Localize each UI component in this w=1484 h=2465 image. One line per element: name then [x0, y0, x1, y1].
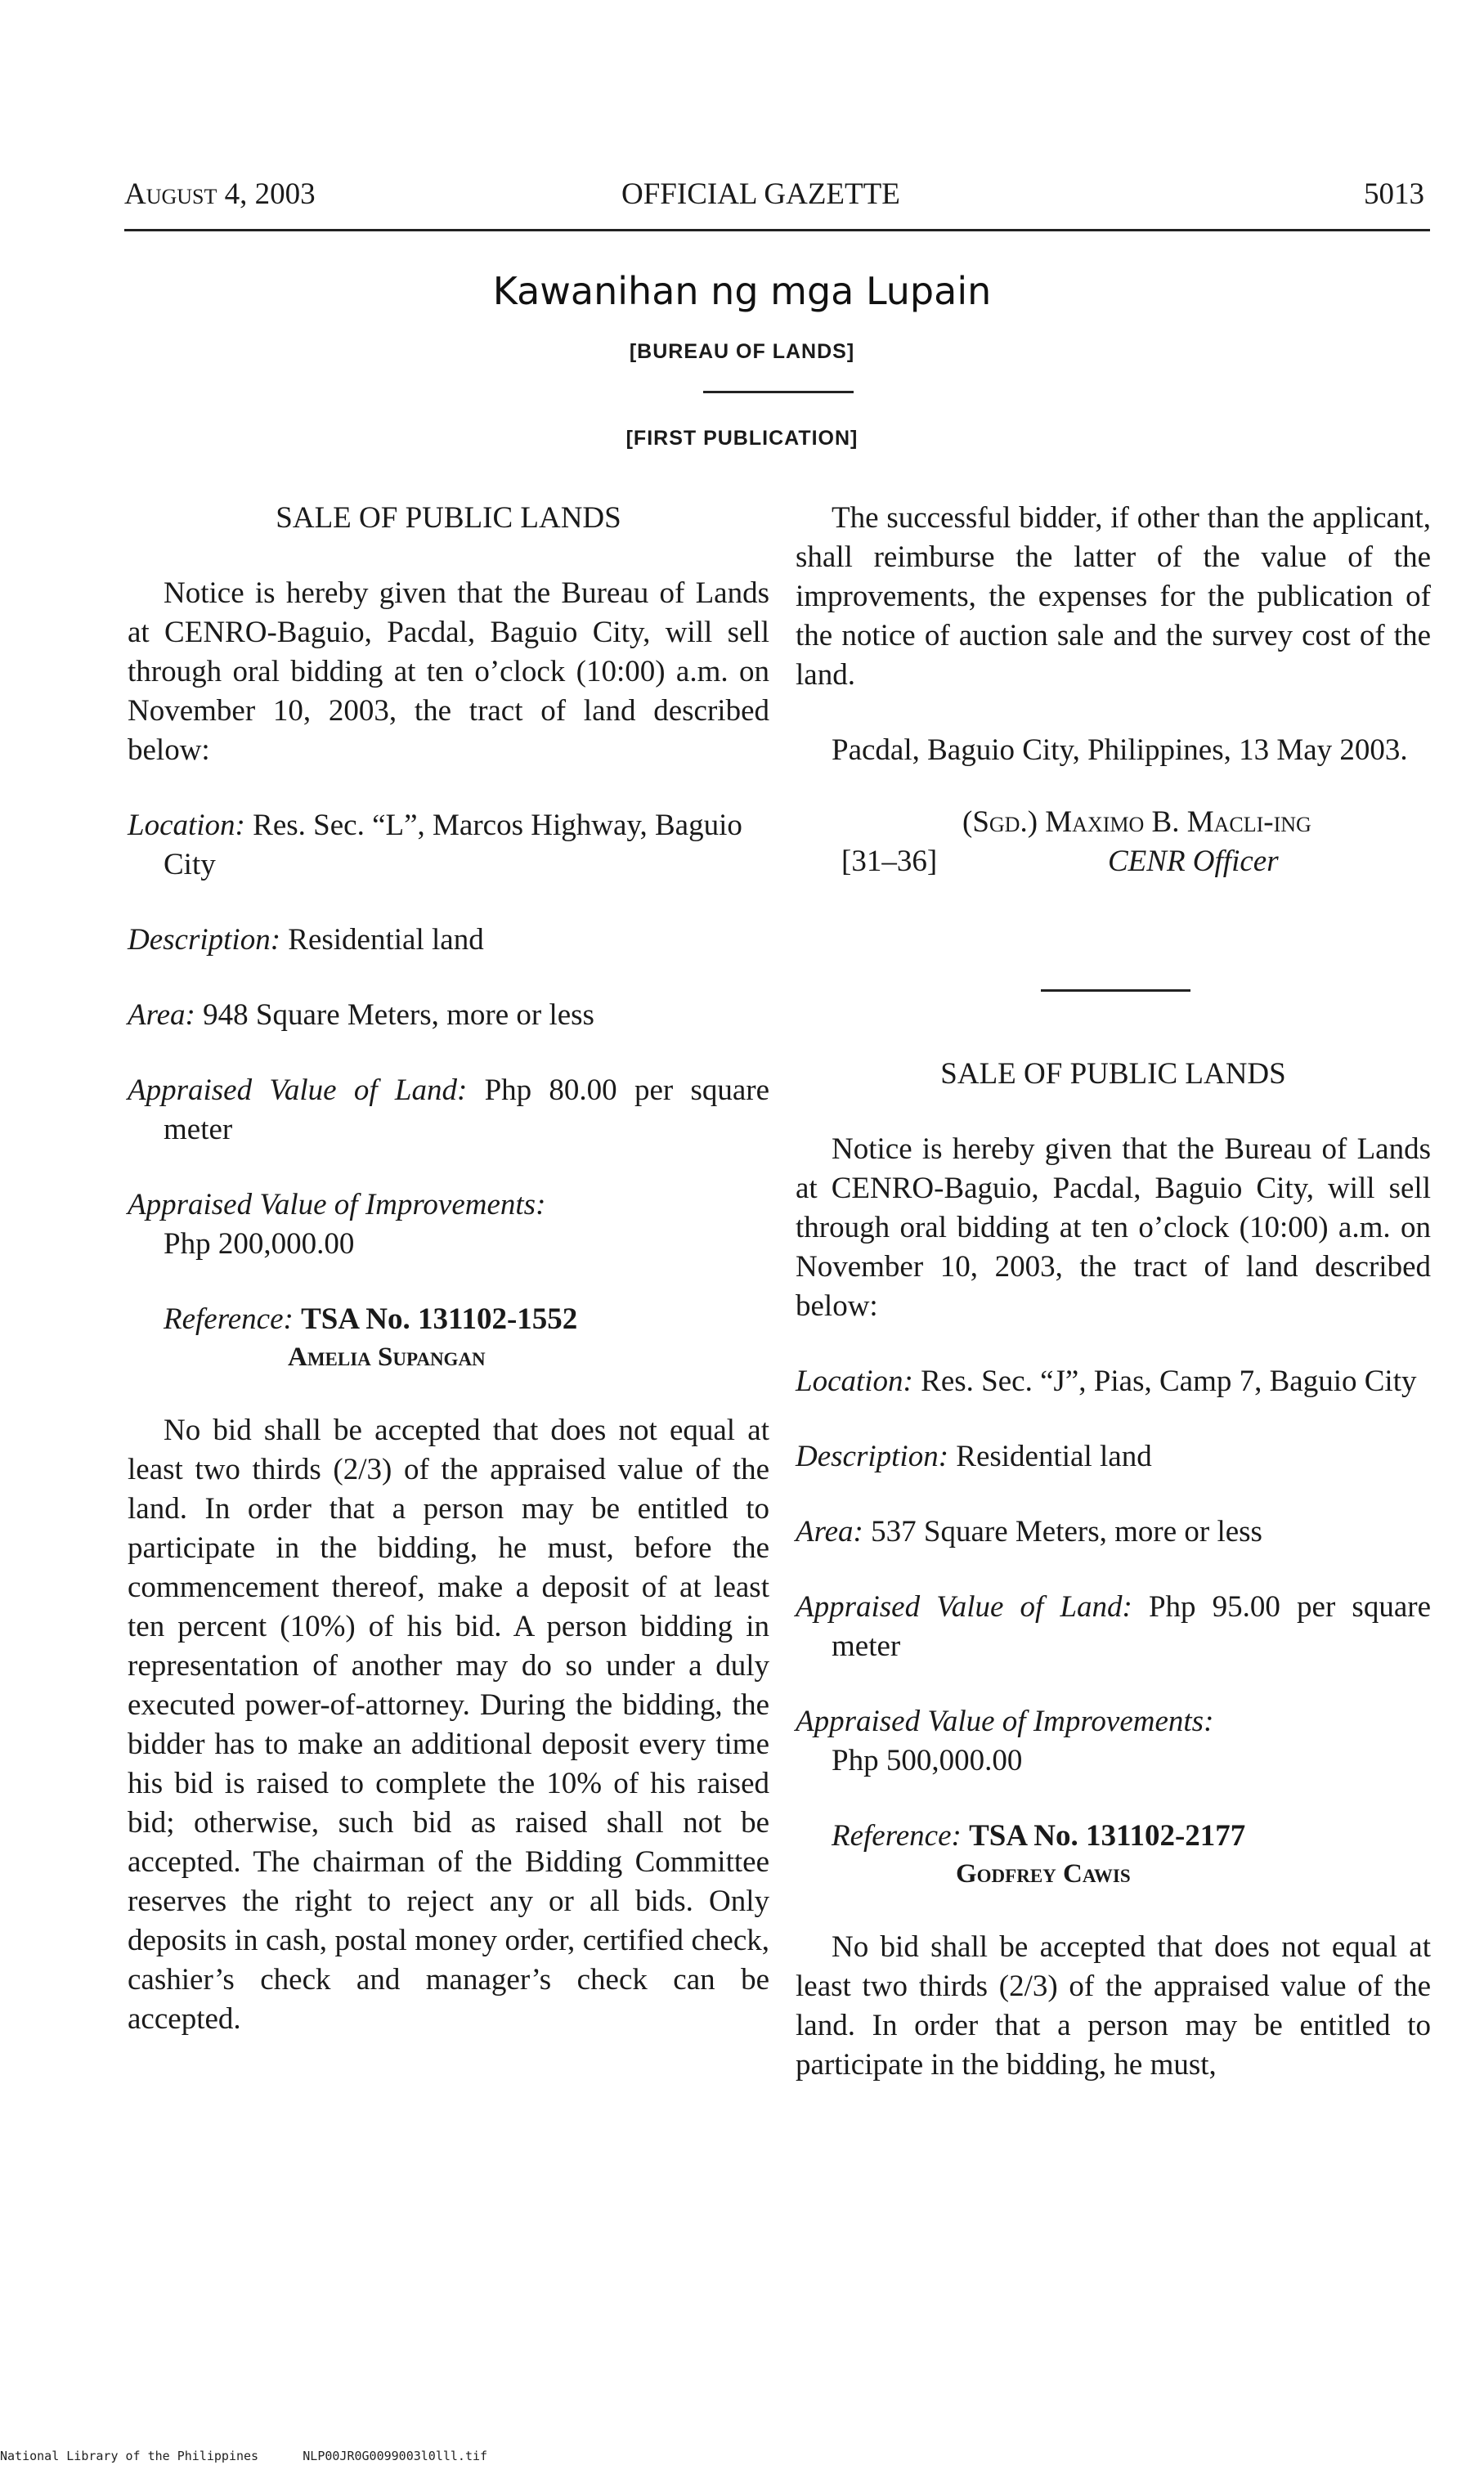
notice-2-improvements [796, 1702, 1431, 1781]
description-label: Description: [796, 1440, 949, 1473]
agency-english-name: [BUREAU OF LANDS] [629, 340, 855, 363]
notice-2-applicant-name: Godfrey Cawis [956, 1859, 1131, 1889]
land-value-label: Appraised Value of Land: [796, 1590, 1132, 1624]
header-page-number: 5013 [1364, 177, 1424, 211]
description-value: Residential land [956, 1440, 1152, 1473]
improvements-label: Appraised Value of Improvements: [128, 1188, 546, 1221]
reference-label: Reference: [832, 1819, 962, 1853]
publication-label: [FIRST PUBLICATION] [625, 427, 859, 450]
reference-label: Reference: [164, 1302, 294, 1336]
land-value: Php 95.00 per square meter [832, 1590, 1431, 1663]
improvements-label: Appraised Value of Improvements: [796, 1705, 1214, 1738]
location-value: Res. Sec. “L”, Marcos Highway, Baguio City [164, 809, 742, 881]
notice-2-description [796, 1437, 1431, 1477]
notice-2-conditions: No bid shall be accepted that does not equal at least two thirds (2/3) of the appraised value of the land. In order that a person may be entitled to participate in the bidding, he must, [796, 1930, 1431, 2082]
header-rule [124, 229, 1430, 231]
reference-number: TSA No. 131102-1552 [301, 1302, 578, 1336]
notice-2-location [796, 1362, 1431, 1401]
notice-1-area [128, 996, 769, 1035]
notice-2-area [796, 1513, 1431, 1552]
description-label: Description: [128, 923, 281, 957]
notice-1-right-column [796, 499, 1431, 881]
notice-divider [1041, 989, 1190, 992]
header-date: August 4, 2003 [124, 177, 316, 211]
notice-1-signature-line [796, 842, 1431, 881]
location-label: Location: [128, 809, 245, 842]
notice-1-continuation: The successful bidder, if other than the applicant, shall reimburse the latter of the value of the improvements, the expenses for the publication of the notice of auction sale and the survey cost of the land. [796, 501, 1431, 692]
notice-1-improvements [128, 1185, 769, 1264]
area-label: Area: [796, 1515, 863, 1548]
land-value-label: Appraised Value of Land: [128, 1073, 468, 1107]
area-value: 537 Square Meters, more or less [871, 1515, 1262, 1548]
notice-1-applicant-name: Amelia Supangan [288, 1342, 486, 1372]
notice-1-place-date: Pacdal, Baguio City, Philippines, 13 May 2003. [832, 733, 1408, 767]
reference-number: TSA No. 131102-2177 [969, 1819, 1246, 1853]
notice-1-intro: Notice is hereby given that the Bureau of Lands at CENRO-Baguio, Pacdal, Baguio City, will sell through oral bidding at ten o’clock (10:00) a.m. on November 10, 2003, the tract of land described below: [128, 576, 769, 767]
notice-1-issue-ref: [31–36] [841, 845, 938, 878]
location-value: Res. Sec. “J”, Pias, Camp 7, Baguio City [921, 1365, 1417, 1398]
description-value: Residential land [288, 923, 484, 957]
improvements-value: Php 500,000.00 [832, 1744, 1023, 1777]
agency-name: Kawanihan ng mga Lupain [492, 269, 992, 313]
header-title: OFFICIAL GAZETTE [621, 177, 900, 211]
notice-2-column [796, 1055, 1431, 2085]
notice-1-description [128, 921, 769, 960]
agency-divider [703, 391, 854, 393]
location-label: Location: [796, 1365, 913, 1398]
notice-2-heading: SALE OF PUBLIC LANDS [940, 1057, 1286, 1091]
footer-file: NLP00JR0G0099003l0lll.tif [303, 2449, 488, 2463]
improvements-value: Php 200,000.00 [164, 1227, 355, 1261]
notice-1-officer-title: CENR Officer [1108, 845, 1279, 878]
area-label: Area: [128, 998, 195, 1032]
scan-footer [0, 2447, 487, 2465]
area-value: 948 Square Meters, more or less [203, 998, 594, 1032]
notice-1-land-value [128, 1071, 769, 1150]
notice-1-left-column [128, 499, 769, 2039]
notice-1-signature: (Sgd.) Maximo B. Macli-ing [962, 805, 1311, 839]
notice-1-conditions: No bid shall be accepted that does not equal at least two thirds (2/3) of the appraised value of the land. In order that a person may be entitled to participate in the bidding, he must, before the commencement thereof, make a deposit of at least ten percent (10%) of his bid. A person bidding in representation of another may do so under a duly executed power-of-attorney. During the bidding, the bidder has to make an additional deposit every time his bid is raised to complete the 10% of his raised bid; otherwise, such bid as raised shall not be accepted. The chairman of the Bidding Committee reserves the right to reject any or all bids. Only deposits in cash, postal money order, certified check, cashier’s check and manager’s check can be accepted. [128, 1414, 769, 2036]
notice-2-intro: Notice is hereby given that the Bureau of Lands at CENRO-Baguio, Pacdal, Baguio City, will sell through oral bidding at ten o’clock (10:00) a.m. on November 10, 2003, the tract of land described below: [796, 1132, 1431, 1323]
notice-1-location [128, 806, 769, 885]
footer-library: National Library of the Philippines [0, 2449, 259, 2463]
notice-1-heading: SALE OF PUBLIC LANDS [276, 501, 621, 535]
land-value: Php 80.00 per square meter [164, 1073, 770, 1146]
notice-2-reference [832, 1817, 1431, 1856]
notice-2-land-value [796, 1588, 1431, 1666]
notice-1-reference [164, 1300, 769, 1339]
